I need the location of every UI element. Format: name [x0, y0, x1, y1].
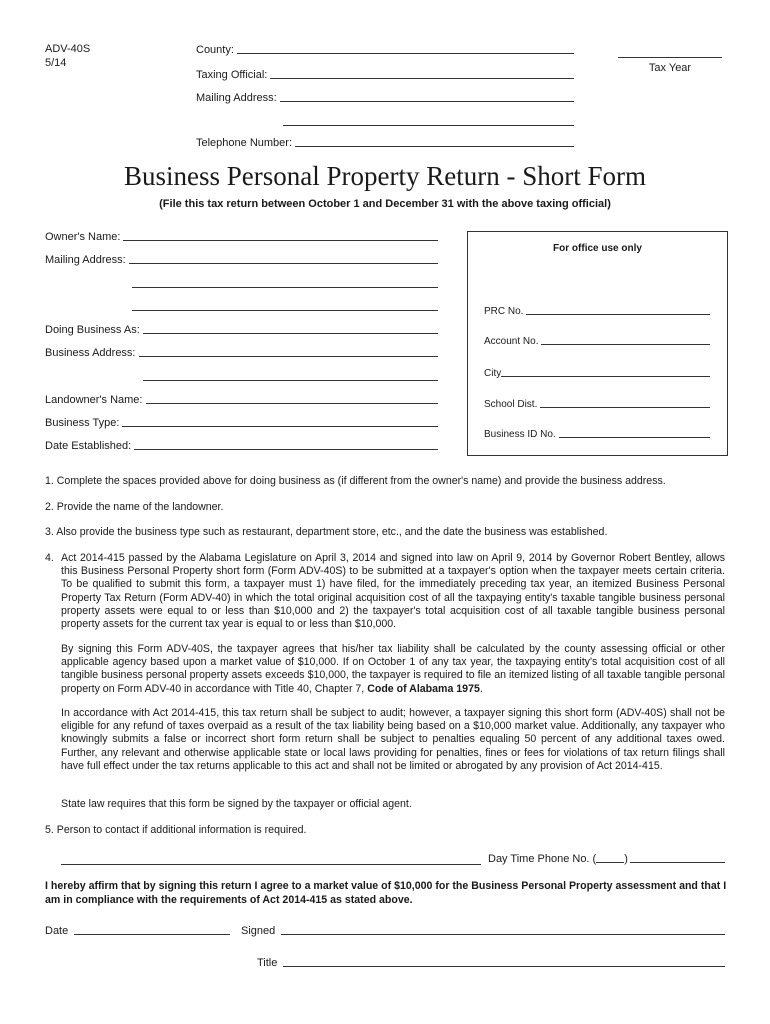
business-type-label: Business Type:	[45, 417, 120, 429]
page-title: Business Personal Property Return - Short Form	[124, 161, 646, 191]
account-field[interactable]	[541, 344, 710, 345]
owners-name-row	[45, 231, 438, 243]
owner-mailing-label: Mailing Address:	[45, 254, 126, 266]
owner-mailing-row	[45, 254, 438, 266]
business-type-field[interactable]	[122, 426, 438, 427]
prc-label: PRC No.	[484, 306, 524, 317]
instruction-2: 2. Provide the name of the landowner.	[45, 501, 224, 513]
business-address-row	[45, 347, 438, 359]
owner-mailing-field[interactable]	[129, 263, 438, 264]
landowner-field[interactable]	[146, 403, 439, 404]
phone-field[interactable]	[630, 862, 725, 863]
school-field[interactable]	[540, 407, 710, 408]
business-address-field-2[interactable]	[143, 380, 438, 381]
office-use-box	[467, 231, 728, 456]
dba-row	[45, 324, 438, 336]
owners-name-label: Owner's Name:	[45, 231, 121, 243]
date-field[interactable]	[74, 934, 230, 935]
instruction-4-para-3: In accordance with Act 2014-415, this tax return shall be subject to audit; however, a taxpayer signing this short form (ADV-40S) shall not be eligible for any refund of taxes overpaid as a result of the tax liability being based on a $10,000 market value. Additionally, any taxpayer who knowingly submits a false or incorrect short form return shall be subject to penalties equaling 50 percent of any additional taxes owed. Further, any relevant and otherwise applicable state or local laws providing for penalties, fines or fees for violations of tax return filings shall have full effect under the tax returns applicable to this act and shall not be limited or abrogated by any provision of Act 2014-415.	[61, 707, 725, 772]
owner-mailing-field-3[interactable]	[132, 310, 438, 311]
form-code: ADV-40S	[45, 43, 91, 55]
school-label: School Dist.	[484, 399, 538, 410]
owner-mailing-field-2[interactable]	[132, 287, 438, 288]
title-field[interactable]	[283, 966, 725, 967]
title-row	[257, 957, 725, 969]
dba-label: Doing Business As:	[45, 324, 140, 336]
signed-row	[241, 925, 725, 937]
instruction-4-para-4: State law requires that this form be signed by the taxpayer or official agent.	[61, 798, 412, 810]
business-id-field[interactable]	[559, 437, 710, 438]
instruction-3: 3. Also provide the business type such as restaurant, department store, etc., and the date the business was established.	[45, 526, 608, 538]
date-established-row	[45, 440, 438, 452]
office-use-heading: For office use only	[553, 243, 642, 254]
taxing-official-field[interactable]	[270, 78, 574, 79]
landowner-label: Landowner's Name:	[45, 394, 143, 406]
para-2-text: By signing this Form ADV-40S, the taxpayer agrees that his/her tax liability shall be calculated by the county assessing official or other applicable agency based upon a market value of $10,000. If on October 1 of any tax year, the taxpaying entity's total acquisition cost of all tangible business personal property assets exceeds $10,000, the taxpayer is required to file an itemized listing of all taxable tangible personal property on Form ADV-40 in accordance with Title 40, Chapter 7,	[61, 643, 725, 695]
para-2-end: .	[479, 682, 483, 695]
phone-label: Day Time Phone No. (	[488, 853, 597, 865]
business-address-field[interactable]	[139, 356, 439, 357]
code-of-alabama: Code of Alabama 1975	[367, 682, 480, 695]
signed-label: Signed	[241, 925, 276, 937]
business-type-row	[45, 417, 438, 429]
telephone-row	[196, 137, 574, 149]
telephone-field[interactable]	[295, 146, 574, 147]
title-label: Title	[257, 957, 278, 969]
city-field[interactable]	[501, 376, 710, 377]
taxing-official-row	[196, 69, 574, 81]
form-date: 5/14	[45, 57, 67, 69]
date-row	[45, 925, 230, 937]
dba-field[interactable]	[143, 333, 438, 334]
date-established-field[interactable]	[134, 449, 438, 450]
city-row	[484, 368, 710, 379]
county-label: County:	[196, 44, 234, 56]
affirmation-text: I hereby affirm that by signing this return I agree to a market value of $10,000 for the Business Personal Property assessment and that I am in compliance with the requirements of Act 2014-415 as stated above.	[45, 880, 727, 906]
header-mailing-label: Mailing Address:	[196, 92, 277, 104]
date-established-label: Date Established:	[45, 440, 132, 452]
tax-year-label: Tax Year	[648, 62, 692, 74]
business-id-row	[484, 429, 710, 440]
telephone-label: Telephone Number:	[196, 137, 293, 149]
prc-row	[484, 306, 710, 317]
date-label: Date	[45, 925, 69, 937]
landowner-row	[45, 394, 438, 406]
instruction-1: 1. Complete the spaces provided above for doing business as (if different from the owner's name) and provide the business address.	[45, 475, 666, 487]
header-mailing-field[interactable]	[280, 101, 574, 102]
tax-year-field[interactable]	[618, 57, 722, 58]
prc-field[interactable]	[526, 314, 710, 315]
area-code-field[interactable]	[596, 862, 624, 863]
county-row	[196, 44, 574, 56]
instruction-4-number: 4.	[45, 552, 54, 564]
owners-name-field[interactable]	[123, 240, 438, 241]
signed-field[interactable]	[281, 934, 725, 935]
city-label: City	[484, 368, 502, 379]
header-mailing-field-2[interactable]	[283, 125, 574, 126]
business-id-label: Business ID No.	[484, 429, 556, 440]
business-address-label: Business Address:	[45, 347, 136, 359]
page-subtitle: (File this tax return between October 1 and December 31 with the above taxing official)	[159, 198, 611, 210]
account-row	[484, 336, 710, 347]
phone-close: )	[624, 853, 628, 865]
instruction-4-para-2	[61, 643, 725, 696]
phone-row	[488, 853, 725, 865]
instruction-5: 5. Person to contact if additional information is required.	[45, 824, 307, 836]
school-row	[484, 399, 710, 410]
account-label: Account No.	[484, 336, 539, 347]
taxing-official-label: Taxing Official:	[196, 69, 268, 81]
county-field[interactable]	[237, 53, 574, 54]
header-mailing-row	[196, 92, 574, 104]
instruction-4-para-1: Act 2014-415 passed by the Alabama Legislature on April 3, 2014 and signed into law on April 9, 2014 by Governor Robert Bentley, allows this Business Personal Property short form (Form ADV-40S) to be submitted at a taxpayer's option when the taxpayer meets certain criteria. To be qualified to submit this form, a taxpayer must 1) have filed, for the immediately preceding tax year, an itemized Business Personal Property Tax Return (Form ADV-40) in which the total original acquisition cost of all the taxpaying entity's taxable tangible business personal property assets were equal to or less than $10,000 and 2) the taxpayer's total acquisition cost of all taxable tangible business personal property assets for the current tax year is equal to or less than $10,000.	[61, 552, 725, 631]
contact-person-field[interactable]	[61, 864, 481, 865]
